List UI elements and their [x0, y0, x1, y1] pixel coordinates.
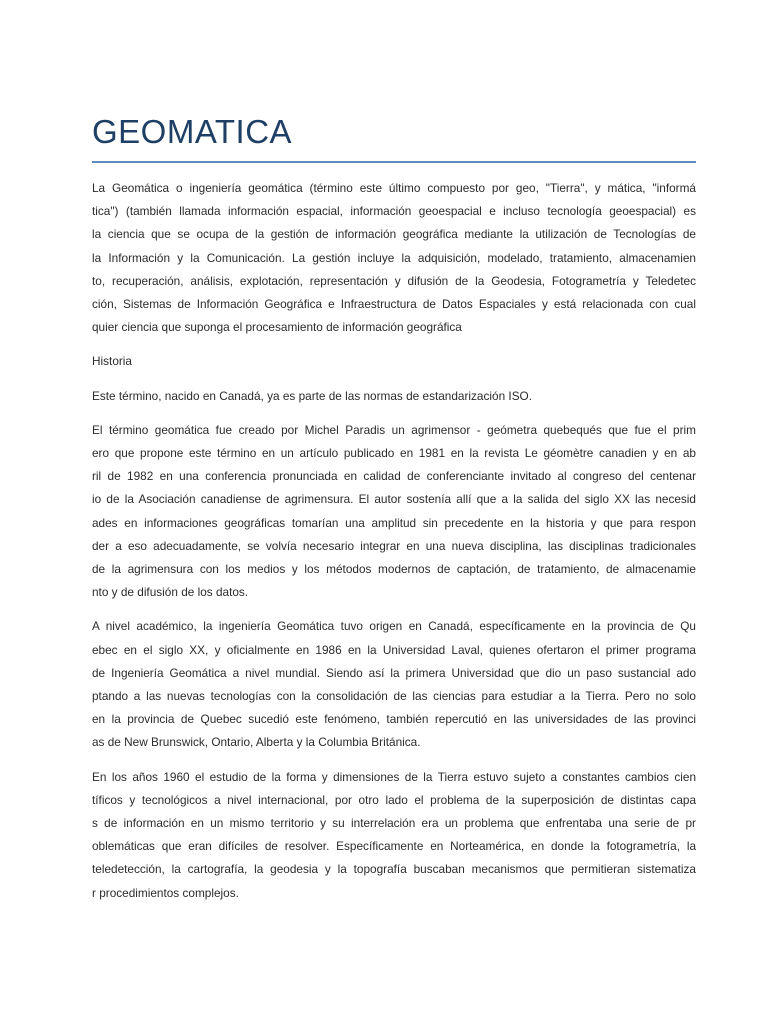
text-line: La Geomática o ingeniería geomática (término este último compuesto por geo, "Tierra", y mática, "informá: [92, 181, 696, 195]
paragraph: [92, 419, 696, 605]
document-page: [92, 110, 696, 916]
text-line: nto y de difusión de los datos.: [92, 585, 249, 600]
section-heading-historia: [92, 350, 696, 373]
paragraph: [92, 177, 696, 339]
text-line: El término geomática fue creado por Michel Paradis un agrimensor - geómetra quebequés que fue el prim: [92, 422, 696, 437]
document-body: [92, 177, 696, 905]
text-line: teledetección, la cartografía, la geodesia y la topografía buscaban mecanismos que permitieran sistematiza: [92, 862, 696, 877]
text-line: ero que propone este término en un artículo publicado en 1981 en la revista Le géomètre canadien y en ab: [92, 446, 696, 461]
text-line: la Información y la Comunicación. La gestión incluye la adquisición, modelado, tratamiento, almacenamien: [92, 250, 696, 265]
text-line: Este término, nacido en Canadá, ya es parte de las normas de estandarización ISO.: [92, 388, 533, 403]
text-line: ades en informaciones geográficas tomarían una amplitud sin precedente en la historia y que para respon: [92, 515, 696, 530]
paragraph: [92, 615, 696, 754]
text-line: ril de 1982 en una conferencia pronunciada en calidad de conferenciante invitado al congreso del centenar: [92, 469, 696, 484]
text-line: ptando a las nuevas tecnologías con la consolidación de las ciencias para estudiar a la Tierra. Pero no solo: [92, 689, 696, 704]
text-line: quier ciencia que suponga el procesamiento de información geográfica: [92, 320, 462, 335]
text-line: En los años 1960 el estudio de la forma y dimensiones de la Tierra estuvo sujeto a constantes cambios cien: [92, 769, 696, 784]
title-underline: [92, 161, 696, 163]
document-title: GEOMATICA: [92, 113, 293, 150]
text-line: ebec en el siglo XX, y oficialmente en 1986 en la Universidad Laval, quienes ofertaron el primer programa: [92, 642, 696, 657]
text-line: Historia: [92, 354, 132, 369]
text-line: A nivel académico, la ingeniería Geomática tuvo origen en Canadá, específicamente en la provincia de Qu: [92, 619, 696, 634]
text-line: de la agrimensura con los medios y los métodos modernos de captación, de tratamiento, de almacenamie: [92, 562, 696, 577]
text-line: oblemáticas que eran difíciles de resolver. Específicamente en Norteamérica, en donde la fotogrametría, la: [92, 839, 696, 854]
text-line: de Ingeniería Geomática a nivel mundial. Siendo así la primera Universidad que dio un paso sustancial ado: [92, 665, 696, 680]
text-line: r procedimientos complejos.: [92, 885, 239, 900]
text-line: der a eso adecuadamente, se volvía necesario integrar en una nueva disciplina, las disciplinas tradicionales: [92, 538, 696, 553]
text-line: la ciencia que se ocupa de la gestión de información geográfica mediante la utilización de Tecnologías de: [92, 227, 696, 242]
paragraph: [92, 385, 696, 408]
text-line: as de New Brunswick, Ontario, Alberta y la Columbia Británica.: [92, 735, 421, 750]
text-line: to, recuperación, análisis, explotación, representación y difusión de la Geodesia, Fotogrametría y Teledetec: [92, 273, 696, 288]
paragraph: [92, 766, 696, 905]
text-line: ción, Sistemas de Información Geográfica e Infraestructura de Datos Espaciales y está relacionada con cual: [92, 297, 696, 312]
text-line: en la provincia de Quebec sucedió este fenómeno, también repercutió en las universidades de las provinci: [92, 712, 696, 727]
text-line: tíficos y tecnológicos a nivel internacional, por otro lado el problema de la superposición de distintas capa: [92, 792, 696, 807]
text-line: io de la Asociación canadiense de agrimensura. El autor sostenía allí que a la salida del siglo XX las necesid: [92, 492, 696, 507]
text-line: tica") (también llamada información espacial, información geoespacial e incluso tecnología geoespacial) es: [92, 204, 696, 219]
text-line: s de información en un mismo territorio y su interrelación era un problema que enfrentaba una serie de pr: [92, 816, 696, 831]
